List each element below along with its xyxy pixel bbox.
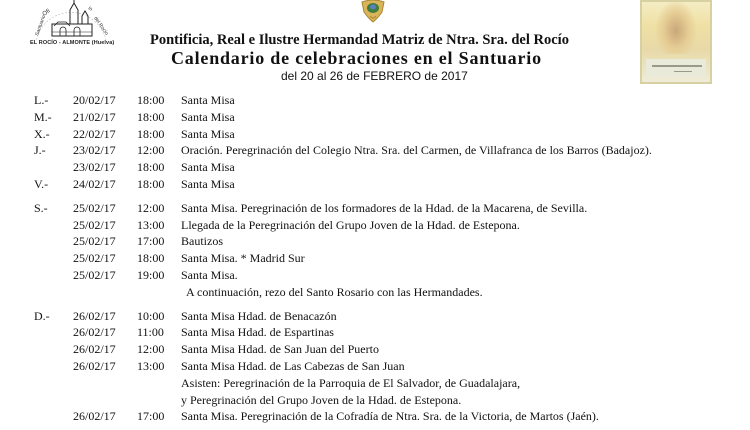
date: 21/02/17 <box>73 109 116 124</box>
date: 25/02/17 <box>73 251 116 266</box>
schedule-row <box>0 233 750 250</box>
schedule-row <box>0 408 750 425</box>
virgin-del-rocio-image <box>640 0 712 84</box>
time: 19:00 <box>137 267 165 282</box>
svg-text:del Rocío: del Rocío <box>92 15 110 37</box>
day-label: M.- <box>34 109 52 124</box>
schedule-row-continuation <box>0 392 750 409</box>
date: 23/02/17 <box>73 160 116 175</box>
day-label: L.- <box>34 93 49 107</box>
time: 12:00 <box>137 143 165 158</box>
schedule-table <box>0 92 750 425</box>
time: 10:00 <box>137 308 165 323</box>
date: 25/02/17 <box>73 267 116 282</box>
brotherhood-crest-icon <box>358 0 388 24</box>
schedule-row <box>0 250 750 267</box>
time: 18:00 <box>137 93 165 107</box>
date-range-subtitle: del 20 al 26 de FEBRERO de 2017 <box>281 69 468 83</box>
date: 24/02/17 <box>73 176 116 191</box>
day-label: X.- <box>34 126 50 141</box>
image-caption-box <box>646 59 706 77</box>
schedule-row <box>0 109 750 126</box>
description: Santa Misa. Peregrinación de los formadores de la Hdad. de la Macarena, de Sevilla. <box>181 200 588 215</box>
day-label: D.- <box>34 308 50 323</box>
virgin-figure <box>656 2 696 54</box>
description: Santa Misa <box>181 176 235 191</box>
description: Santa Misa Hdad. de San Juan del Puerto <box>181 342 379 357</box>
time: 18:00 <box>137 109 165 124</box>
image-caption-line <box>652 65 702 67</box>
schedule-row <box>0 324 750 341</box>
time: 18:00 <box>137 126 165 141</box>
date: 26/02/17 <box>73 358 116 373</box>
description: A continuación, rezo del Santo Rosario con las Hermandades. <box>186 284 483 299</box>
schedule-row <box>0 176 750 193</box>
description: Santa Misa. <box>181 267 238 282</box>
day-label: S.- <box>34 200 48 215</box>
schedule-row-continuation <box>0 284 750 301</box>
day-label: J.- <box>34 143 46 158</box>
section-gap <box>0 193 750 200</box>
schedule-row <box>0 267 750 284</box>
description: Santa Misa. Peregrinación de la Cofradía de Ntra. Sra. de la Victoria, de Martos (Jaén). <box>181 409 599 424</box>
description: Santa Misa <box>181 93 235 107</box>
description: Santa Misa Hdad. de Espartinas <box>181 325 334 340</box>
svg-text:Santuario: Santuario <box>34 14 48 37</box>
date: 20/02/17 <box>73 93 116 107</box>
date: 23/02/17 <box>73 143 116 158</box>
date: 26/02/17 <box>73 409 116 424</box>
logo-caption: EL ROCÍO - ALMONTE (Huelva) <box>30 40 115 46</box>
schedule-row <box>0 308 750 325</box>
schedule-row <box>0 159 750 176</box>
page-title: Calendario de celebraciones en el Santuario <box>171 48 542 68</box>
description: Santa Misa <box>181 126 235 141</box>
schedule-row <box>0 92 750 109</box>
schedule-row <box>0 200 750 217</box>
brotherhood-name: Pontificia, Real e Ilustre Hermandad Matriz de Ntra. Sra. del Rocío <box>150 32 569 48</box>
time: 17:00 <box>137 234 165 249</box>
schedule-row <box>0 142 750 159</box>
description: Santa Misa <box>181 109 235 124</box>
description: Bautizos <box>181 234 223 249</box>
time: 11:00 <box>137 325 164 340</box>
time: 18:00 <box>137 176 165 191</box>
schedule-row <box>0 358 750 375</box>
svg-text:io: io <box>87 5 94 13</box>
date: 25/02/17 <box>73 200 116 215</box>
description: Santa Misa. * Madrid Sur <box>181 251 305 266</box>
time: 17:00 <box>137 409 165 424</box>
day-label: V.- <box>34 176 49 191</box>
description: Llegada de la Peregrinación del Grupo Joven de la Hdad. de Estepona. <box>181 217 520 232</box>
date: 26/02/17 <box>73 308 116 323</box>
description: Santa Misa <box>181 160 235 175</box>
svg-text:Ofi: Ofi <box>41 8 52 18</box>
time: 18:00 <box>137 251 165 266</box>
schedule-row <box>0 341 750 358</box>
date: 25/02/17 <box>73 234 116 249</box>
date: 26/02/17 <box>73 342 116 357</box>
description: Oración. Peregrinación del Colegio Ntra. Sra. del Carmen, de Villafranca de los Barros (Badajoz). <box>181 143 652 158</box>
image-caption-line <box>674 71 692 72</box>
description: y Peregrinación del Grupo Joven de la Hdad. de Estepona. <box>181 392 462 407</box>
description: Santa Misa Hdad. de Las Cabezas de San Juan <box>181 358 405 373</box>
date: 26/02/17 <box>73 325 116 340</box>
description: Asisten: Peregrinación de la Parroquia de El Salvador, de Guadalajara, <box>181 375 521 390</box>
date: 25/02/17 <box>73 217 116 232</box>
schedule-row <box>0 126 750 143</box>
time: 12:00 <box>137 342 165 357</box>
time: 13:00 <box>137 358 165 373</box>
time: 13:00 <box>137 217 165 232</box>
time: 12:00 <box>137 200 165 215</box>
date: 22/02/17 <box>73 126 116 141</box>
section-gap <box>0 301 750 308</box>
schedule-row-continuation <box>0 375 750 392</box>
description: Santa Misa Hdad. de Benacazón <box>181 308 337 323</box>
schedule-row <box>0 217 750 234</box>
time: 18:00 <box>137 160 165 175</box>
